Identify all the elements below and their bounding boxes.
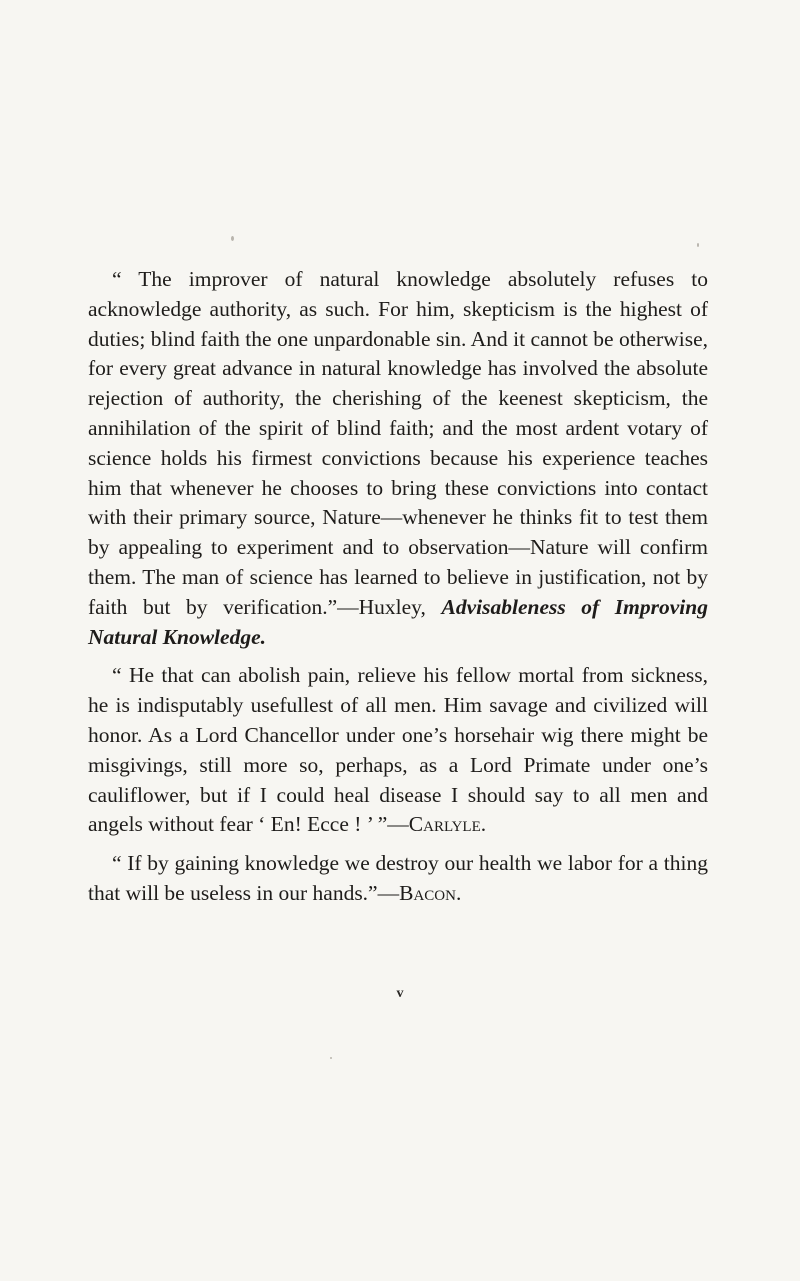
paper-speck [697, 243, 699, 247]
epigraph-quotes [88, 265, 708, 909]
quote-source-title: Advisableness of Improving Natural Knowledge. [88, 594, 708, 649]
quote-bacon [88, 849, 708, 909]
quote-huxley [88, 265, 708, 652]
quote-carlyle [88, 661, 708, 840]
quote-text: “ The improver of natural knowledge absolutely refuses to acknowledge authority, as such. For him, skepticism is the highest of duties; blind faith the one unpardonable sin. And it cannot be otherwise, for every great advance in natural knowledge has involved the absolute rejection of authority, the cherishing of the keenest skepticism, the annihilation of the spirit of blind faith; and the most ardent votary of science holds his firmest convictions because his experience teaches him that whenever he chooses to bring these convictions into contact with their primary source, Nature—whenever he thinks fit to test them by appealing to experiment and to observation—Nature will confirm them. The man of science has learned to believe in justification, not by faith but by verification.”—Huxley, [88, 267, 708, 619]
quote-author: Carlyle. [408, 812, 487, 837]
paper-speck [330, 1057, 332, 1059]
quote-text: “ He that can abolish pain, relieve his fellow mortal from sickness, he is indisputably usefullest of all men. Him savage and civilized will honor. As a Lord Chancellor under one’s horsehair wig there might be misgivings, still more so, perhaps, as a Lord Primate under one’s cauliflower, but if I could heal disease I should say to all men and angels without fear ‘ En! Ecce ! ’ ”— [88, 663, 708, 837]
paper-speck [231, 236, 234, 241]
quote-author: Bacon. [399, 880, 462, 905]
quote-text: “ If by gaining knowledge we destroy our health we labor for a thing that will be useless in our hands.”— [88, 851, 708, 905]
page-number: v [396, 986, 404, 1001]
